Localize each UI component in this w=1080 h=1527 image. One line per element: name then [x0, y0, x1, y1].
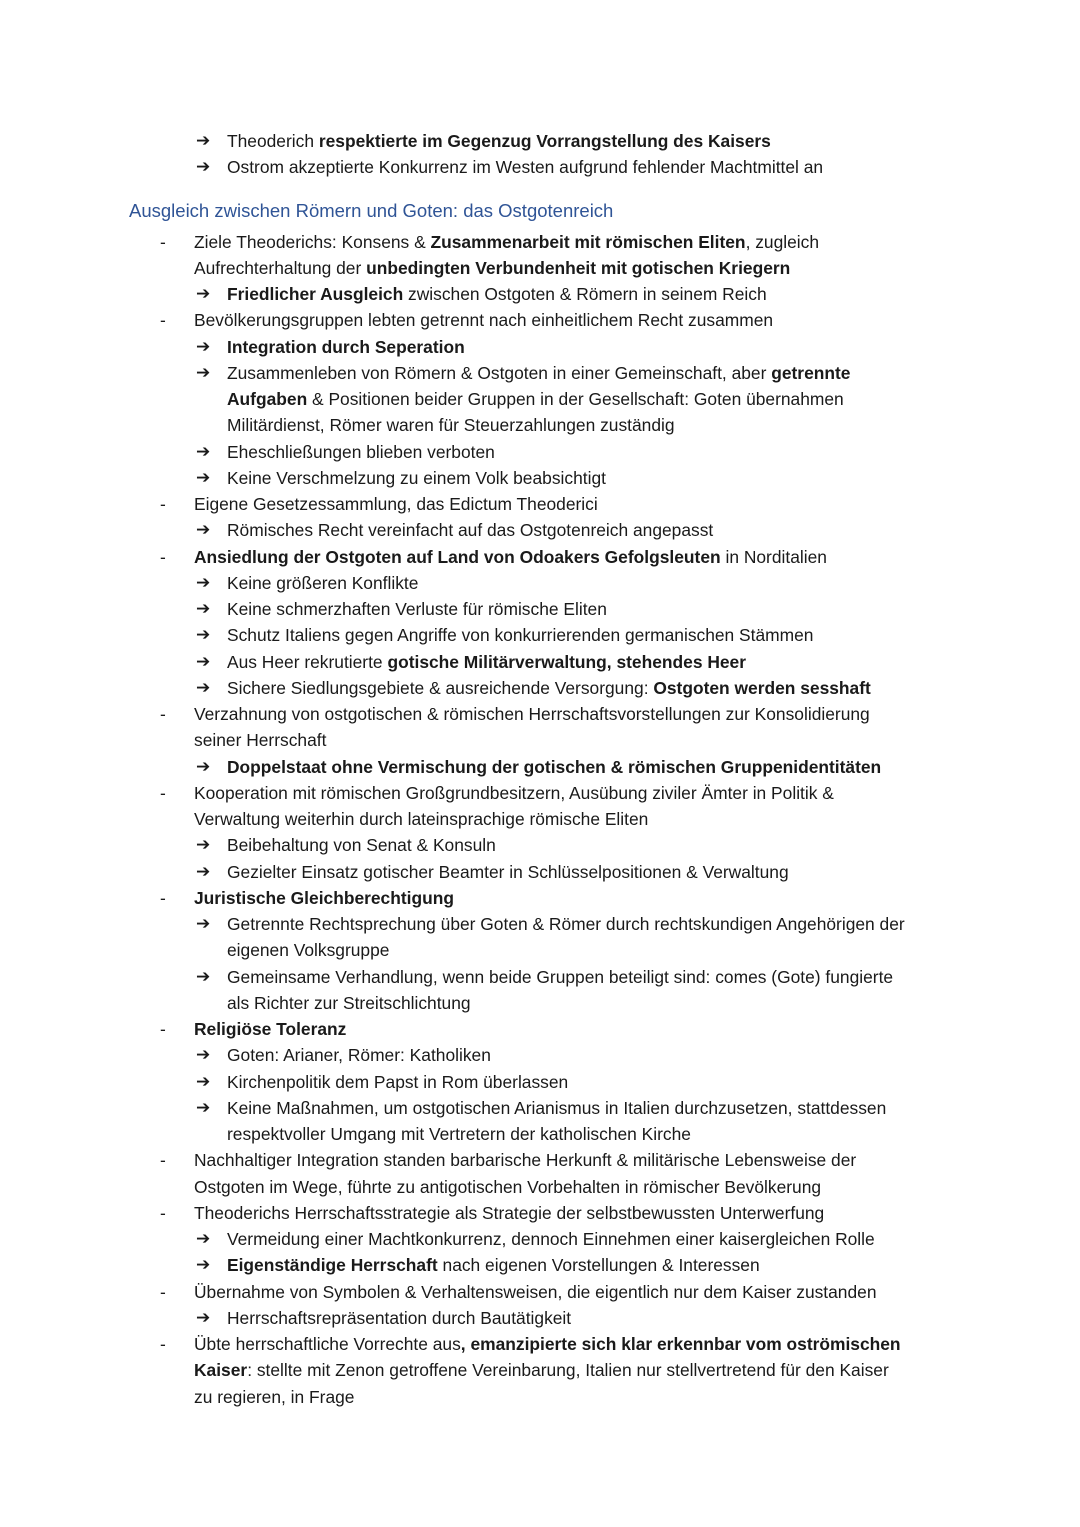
- text-segment: Beibehaltung von Senat & Konsuln: [227, 835, 496, 856]
- line-text: [227, 570, 418, 596]
- arrow-right-icon: ➔: [196, 284, 211, 303]
- arrow-right-icon: ➔: [196, 520, 211, 540]
- arrow-item: [0, 465, 1080, 491]
- line-text: [194, 229, 819, 255]
- text-segment: Verzahnung von ostgotischen & römischen Herrschaftsvorstellungen zur Konsolidierung: [194, 704, 870, 724]
- text-segment: Aufrechterhaltung der: [194, 257, 367, 278]
- text-segment: Schutz Italiens gegen Angriffe von konkurrierenden germanischen Stämmen: [227, 625, 814, 646]
- arrow-item: [0, 517, 1080, 543]
- bullet-item: [0, 1200, 1080, 1226]
- arrow-item-continuation: [0, 412, 1080, 438]
- dash-bullet: -: [160, 1281, 166, 1302]
- text-segment: Gezielter Einsatz gotischer Beamter in Schlüsselpositionen & Verwaltung: [227, 861, 789, 882]
- text-segment: Keine Maßnahmen, um ostgotischen Arianismus in Italien durchzusetzen, stattdessen: [227, 1097, 887, 1118]
- bullet-item: [0, 780, 1080, 806]
- document-page: [0, 128, 1080, 1410]
- arrow-right-icon: ➔: [196, 677, 211, 697]
- arrow-item: [0, 1095, 1080, 1121]
- text-segment: Ausgleich zwischen Römern und Goten: das Ostgotenreich: [129, 199, 614, 221]
- bullet-item-continuation: [0, 1174, 1080, 1200]
- bold-text: Eigenständige Herrschaft: [227, 1255, 438, 1276]
- text-segment: Ostgoten im Wege, führte zu antigotischen Vorbehalten in römischer Bevölkerung: [194, 1176, 822, 1197]
- line-text: [227, 649, 746, 675]
- line-text: [194, 780, 834, 806]
- text-segment: Nachhaltiger Integration standen barbarische Herkunft & militärische Lebensweise der: [194, 1150, 857, 1171]
- bold-text: unbedingten Verbundenheit mit gotischen Kriegern: [366, 257, 791, 278]
- arrow-right-icon: ➔: [196, 157, 211, 177]
- text-segment: zu regieren, in Frage: [194, 1386, 355, 1407]
- text-segment: Kooperation mit römischen Großgrundbesitzern, Ausübung ziviler Ämter in Politik &: [194, 782, 834, 803]
- arrow-right-icon: ➔: [196, 861, 211, 881]
- line-text: [227, 439, 495, 465]
- arrow-item: [0, 1226, 1080, 1252]
- arrow-right-icon: ➔: [196, 914, 211, 933]
- bold-text: respektierte im Gegenzug Vorrangstellung des Kaisers: [318, 131, 771, 151]
- line-text: [194, 806, 648, 832]
- arrow-item: [0, 1305, 1080, 1331]
- dash-bullet: -: [160, 310, 166, 331]
- bullet-item: [0, 491, 1080, 517]
- bold-text: Kaiser: [194, 1360, 248, 1381]
- line-text: [194, 1357, 889, 1383]
- bullet-item: [0, 229, 1080, 255]
- text-segment: als Richter zur Streitschlichtung: [227, 992, 471, 1013]
- line-text: [194, 255, 790, 281]
- arrow-right-icon: ➔: [196, 1071, 211, 1091]
- line-text: [194, 1174, 821, 1200]
- text-segment: Übte herrschaftliche Vorrechte aus: [194, 1334, 461, 1354]
- dash-bullet: -: [160, 782, 166, 803]
- text-segment: Keine größeren Konflikte: [227, 572, 419, 593]
- line-text: [227, 1069, 568, 1095]
- arrow-right-icon: ➔: [196, 1307, 211, 1327]
- bold-text: Juristische Gleichberechtigung: [194, 887, 454, 908]
- arrow-item: [0, 649, 1080, 675]
- dash-bullet: -: [160, 1150, 166, 1171]
- line-text: [227, 465, 606, 491]
- dash-bullet: -: [160, 1334, 166, 1354]
- text-segment: Ziele Theoderichs: Konsens &: [194, 231, 431, 252]
- text-segment: Eigene Gesetzessammlung, das Edictum Theoderici: [194, 494, 598, 514]
- bullet-item-continuation: [0, 806, 1080, 832]
- text-segment: zwischen Ostgoten & Römern in seinem Reich: [403, 284, 767, 304]
- text-segment: Römisches Recht vereinfacht auf das Ostgotenreich angepasst: [227, 520, 714, 541]
- line-text: [194, 491, 598, 517]
- text-segment: Getrennte Rechtsprechung über Goten & Römer durch rechtskundigen Angehörigen der: [227, 914, 905, 934]
- bold-text: Religiöse Toleranz: [194, 1019, 347, 1039]
- line-text: [227, 1252, 760, 1278]
- arrow-right-icon: ➔: [196, 625, 211, 645]
- dash-bullet: -: [160, 887, 166, 908]
- line-text: [227, 1121, 691, 1147]
- arrow-right-icon: ➔: [196, 441, 211, 461]
- bold-text: Aufgaben: [227, 389, 308, 409]
- arrow-right-icon: ➔: [196, 131, 211, 150]
- arrow-item: [0, 1042, 1080, 1068]
- bold-text: Doppelstaat ohne Vermischung der gotischen & römischen Gruppenidentitäten: [227, 756, 882, 777]
- text-segment: Ostrom akzeptierte Konkurrenz im Westen aufgrund fehlender Machtmittel an: [227, 157, 824, 178]
- text-segment: Zusammenleben von Römern & Ostgoten in einer Gemeinschaft, aber: [227, 362, 772, 383]
- arrow-right-icon: ➔: [196, 467, 211, 487]
- arrow-right-icon: ➔: [196, 651, 211, 671]
- arrow-item: [0, 754, 1080, 780]
- arrow-item: [0, 964, 1080, 990]
- line-text: [227, 622, 813, 648]
- arrow-item: [0, 596, 1080, 622]
- text-segment: , zugleich: [745, 231, 820, 252]
- arrow-right-icon: ➔: [196, 1097, 211, 1117]
- line-text: [227, 334, 465, 360]
- arrow-item: [0, 1252, 1080, 1278]
- arrow-right-icon: ➔: [196, 572, 211, 592]
- bold-text: , emanzipierte sich klar erkennbar vom oströmischen: [460, 1334, 901, 1354]
- line-text: [227, 412, 675, 438]
- text-segment: Theoderich: [227, 131, 319, 151]
- text-segment: Sichere Siedlungsgebiete & ausreichende Versorgung:: [227, 677, 654, 698]
- line-text: [227, 754, 881, 780]
- line-text: [194, 885, 454, 911]
- bullet-item-continuation: [0, 1357, 1080, 1383]
- bullet-item: [0, 544, 1080, 570]
- text-segment: Goten: Arianer, Römer: Katholiken: [227, 1045, 491, 1066]
- line-text: [227, 990, 471, 1016]
- dash-bullet: -: [160, 546, 166, 567]
- dash-bullet: -: [160, 1202, 166, 1223]
- bullet-item: [0, 1331, 1080, 1357]
- text-segment: & Positionen beider Gruppen in der Gesellschaft: Goten übernahmen: [307, 389, 844, 409]
- bold-text: Ostgoten werden sesshaft: [653, 677, 871, 698]
- arrow-right-icon: ➔: [196, 1045, 211, 1065]
- arrow-item: [0, 832, 1080, 858]
- arrow-right-icon: ➔: [196, 1255, 211, 1275]
- arrow-item: [0, 439, 1080, 465]
- arrow-right-icon: ➔: [196, 336, 211, 356]
- dash-bullet: -: [160, 231, 166, 252]
- text-segment: in Norditalien: [720, 546, 827, 567]
- line-text: [227, 1042, 491, 1068]
- text-segment: Kirchenpolitik dem Papst in Rom überlassen: [227, 1071, 569, 1092]
- arrow-item-continuation: [0, 990, 1080, 1016]
- arrow-item: [0, 360, 1080, 386]
- arrow-right-icon: ➔: [196, 835, 211, 855]
- line-text: [194, 727, 326, 753]
- bold-text: Friedlicher Ausgleich: [227, 284, 404, 304]
- line-text: [227, 154, 823, 180]
- text-segment: Militärdienst, Römer waren für Steuerzahlungen zuständig: [227, 415, 675, 436]
- text-segment: respektvoller Umgang mit Vertretern der katholischen Kirche: [227, 1124, 691, 1144]
- arrow-item: [0, 1069, 1080, 1095]
- arrow-item: [0, 570, 1080, 596]
- line-text: [194, 1279, 877, 1305]
- arrow-item: [0, 281, 1080, 307]
- arrow-right-icon: ➔: [196, 599, 211, 618]
- bold-text: Ansiedlung der Ostgoten auf Land von Odoakers Gefolgsleuten: [194, 546, 721, 567]
- line-text: [194, 544, 827, 570]
- line-text: [227, 675, 871, 701]
- bullet-item: [0, 1016, 1080, 1042]
- bold-text: getrennte: [771, 362, 851, 383]
- text-segment: Keine schmerzhaften Verluste für römische Eliten: [227, 599, 607, 619]
- line-text: [194, 1200, 824, 1226]
- dash-bullet: -: [160, 704, 166, 724]
- text-segment: eigenen Volksgruppe: [227, 940, 390, 961]
- text-segment: Gemeinsame Verhandlung, wenn beide Gruppen beteiligt sind: comes (Gote) fungierte: [227, 966, 894, 987]
- arrow-right-icon: ➔: [196, 1229, 211, 1248]
- line-text: [227, 128, 771, 154]
- dash-bullet: -: [160, 1019, 166, 1039]
- bullet-item: [0, 701, 1080, 727]
- arrow-item-continuation: [0, 386, 1080, 412]
- line-text: [227, 281, 767, 307]
- line-text: [194, 1384, 354, 1410]
- line-text: [227, 937, 389, 963]
- arrow-item: [0, 622, 1080, 648]
- arrow-item: [0, 128, 1080, 154]
- arrow-right-icon: ➔: [196, 966, 211, 986]
- text-segment: Bevölkerungsgruppen lebten getrennt nach einheitlichem Recht zusammen: [194, 310, 774, 331]
- text-segment: Vermeidung einer Machtkonkurrenz, dennoch Einnehmen einer kaisergleichen Rolle: [227, 1229, 875, 1249]
- arrow-item: [0, 911, 1080, 937]
- arrow-right-icon: ➔: [196, 756, 211, 776]
- bullet-item-continuation: [0, 255, 1080, 281]
- arrow-item: [0, 154, 1080, 180]
- text-segment: Keine Verschmelzung zu einem Volk beabsichtigt: [227, 467, 606, 488]
- line-text: [227, 1226, 875, 1252]
- arrow-item: [0, 334, 1080, 360]
- arrow-item: [0, 675, 1080, 701]
- arrow-item-continuation: [0, 1121, 1080, 1147]
- text-segment: Herrschaftsrepräsentation durch Bautätigkeit: [227, 1307, 572, 1328]
- line-text: [227, 832, 496, 858]
- arrow-item-continuation: [0, 937, 1080, 963]
- text-segment: Theoderichs Herrschaftsstrategie als Strategie der selbstbewussten Unterwerfung: [194, 1202, 825, 1223]
- bold-text: gotische Militärverwaltung, stehendes Heer: [387, 651, 746, 672]
- arrow-right-icon: ➔: [196, 362, 211, 382]
- bullet-item: [0, 1147, 1080, 1173]
- line-text: [227, 859, 789, 885]
- text-segment: seiner Herrschaft: [194, 730, 327, 751]
- section-heading: [0, 189, 1080, 229]
- line-text: [227, 360, 850, 386]
- bold-text: Integration durch Seperation: [227, 336, 465, 357]
- line-text: [129, 191, 613, 231]
- line-text: [194, 1331, 901, 1357]
- dash-bullet: -: [160, 494, 166, 514]
- bullet-item-continuation: [0, 1384, 1080, 1410]
- line-text: [227, 517, 713, 543]
- bullet-item: [0, 885, 1080, 911]
- text-segment: Eheschließungen blieben verboten: [227, 441, 495, 462]
- bullet-item-continuation: [0, 727, 1080, 753]
- bold-text: Zusammenarbeit mit römischen Eliten: [430, 231, 746, 252]
- text-segment: Übernahme von Symbolen & Verhaltensweisen, die eigentlich nur dem Kaiser zustanden: [194, 1281, 877, 1302]
- line-text: [194, 307, 773, 333]
- line-text: [227, 964, 893, 990]
- text-segment: : stellte mit Zenon getroffene Vereinbarung, Italien nur stellvertretend für den Kaiser: [247, 1360, 889, 1381]
- text-segment: Verwaltung weiterhin durch lateinsprachige römische Eliten: [194, 809, 649, 829]
- bullet-item: [0, 307, 1080, 333]
- line-text: [227, 911, 905, 937]
- line-text: [227, 596, 607, 622]
- line-text: [194, 1016, 346, 1042]
- bullet-item: [0, 1279, 1080, 1305]
- line-text: [194, 701, 870, 727]
- line-text: [194, 1147, 856, 1173]
- text-segment: nach eigenen Vorstellungen & Interessen: [437, 1255, 760, 1276]
- line-text: [227, 386, 844, 412]
- arrow-item: [0, 859, 1080, 885]
- line-text: [227, 1095, 886, 1121]
- text-segment: Aus Heer rekrutierte: [227, 651, 388, 672]
- line-text: [227, 1305, 571, 1331]
